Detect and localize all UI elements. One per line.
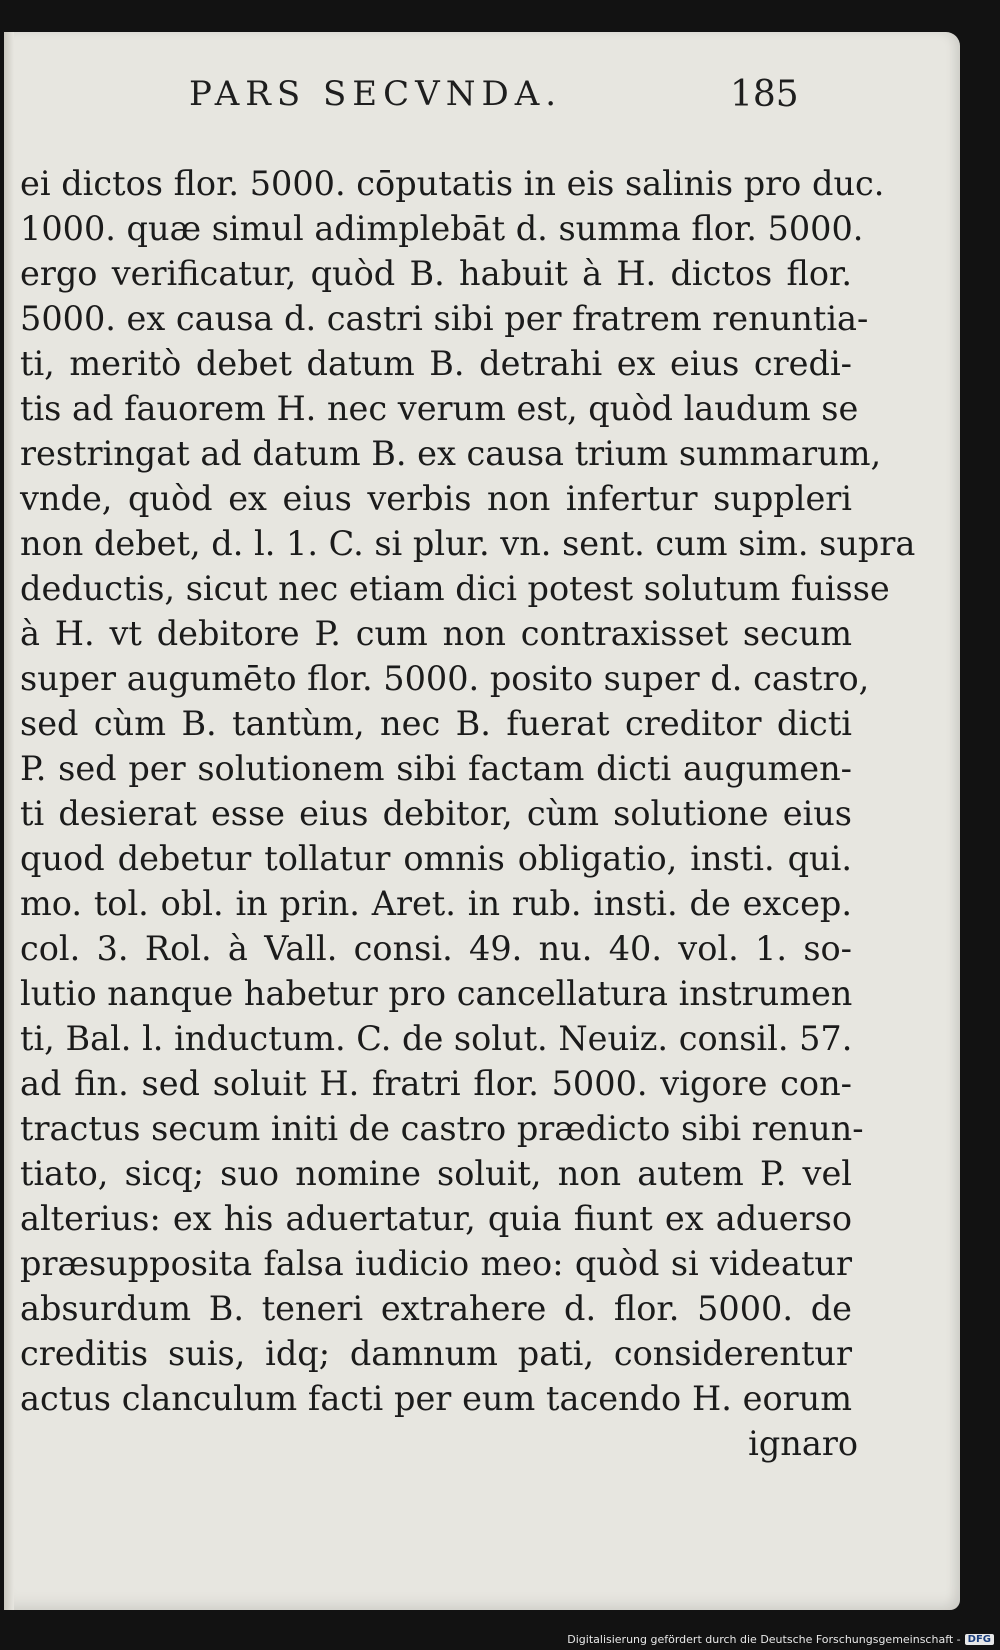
running-head: PARS SECVNDA. <box>189 74 563 114</box>
text-line: non debet, d. l. 1. C. si plur. vn. sent. cum sim. supra <box>20 524 916 563</box>
text-line: 1000. quæ simul adimplebāt d. summa flor. 5000. <box>20 209 864 248</box>
text-line: super augumēto flor. 5000. posito super d. castro, <box>20 659 870 698</box>
text-line: tractus secum initi de castro prædicto sibi renun- <box>20 1109 864 1148</box>
text-line: quod debetur tollatur omnis obligatio, insti. qui. <box>20 839 852 878</box>
text-line: mo. tol. obl. in prin. Aret. in rub. insti. de excep. <box>20 884 852 923</box>
text-line: deductis, sicut nec etiam dici potest solutum fuisse <box>20 569 890 608</box>
dfg-logo: DFG <box>965 1634 994 1645</box>
page-number: 185 <box>730 74 799 115</box>
text-line: actus clanculum facti per eum tacendo H. eorum <box>20 1379 852 1418</box>
text-line: à H. vt debitore P. cum non contraxisset secum <box>20 614 852 653</box>
text-line: sed cùm B. tantùm, nec B. fuerat creditor dicti <box>20 704 852 743</box>
text-line: restringat ad datum B. ex causa trium summarum, <box>20 434 882 473</box>
text-line: P. sed per solutionem sibi factam dicti augumen- <box>20 749 852 788</box>
text-line: 5000. ex causa d. castri sibi per fratrem renuntia- <box>20 299 869 338</box>
text-line: ti, meritò debet datum B. detrahi ex eius credi- <box>20 344 852 383</box>
page-gutter <box>4 32 14 1610</box>
text-line: ad fin. sed soluit H. fratri flor. 5000. vigore con- <box>20 1064 852 1103</box>
text-line: creditis suis, idq; damnum pati, considerentur <box>20 1334 852 1373</box>
page-header <box>4 74 960 134</box>
text-line: alterius: ex his aduertatur, quia fiunt ex aduerso <box>20 1199 852 1238</box>
text-line: absurdum B. teneri extrahere d. flor. 5000. de <box>20 1289 852 1328</box>
text-line: lutio nanque habetur pro cancellatura instrumen <box>20 974 853 1013</box>
text-line: ergo verificatur, quòd B. habuit à H. dictos flor. <box>20 254 852 293</box>
text-line: ti desierat esse eius debitor, cùm solutione eius <box>20 794 852 833</box>
credit-text: Digitalisierung gefördert durch die Deutsche Forschungsgemeinschaft - <box>567 1633 961 1646</box>
text-line: tis ad fauorem H. nec verum est, quòd laudum se <box>20 389 859 428</box>
text-line: vnde, quòd ex eius verbis non infertur suppleri <box>20 479 852 518</box>
text-line: ei dictos flor. 5000. cōputatis in eis salinis pro duc. <box>20 164 885 203</box>
catchword: ignaro <box>748 1424 858 1463</box>
book-page <box>4 32 960 1610</box>
text-line: col. 3. Rol. à Vall. consi. 49. nu. 40. vol. 1. so- <box>20 929 852 968</box>
text-line: præsupposita falsa iudicio meo: quòd si videatur <box>20 1244 852 1283</box>
text-line: ti, Bal. l. inductum. C. de solut. Neuiz. consil. 57. <box>20 1019 853 1058</box>
digitization-credit <box>567 1633 994 1646</box>
text-line: tiato, sicq; suo nomine soluit, non autem P. vel <box>20 1154 852 1193</box>
